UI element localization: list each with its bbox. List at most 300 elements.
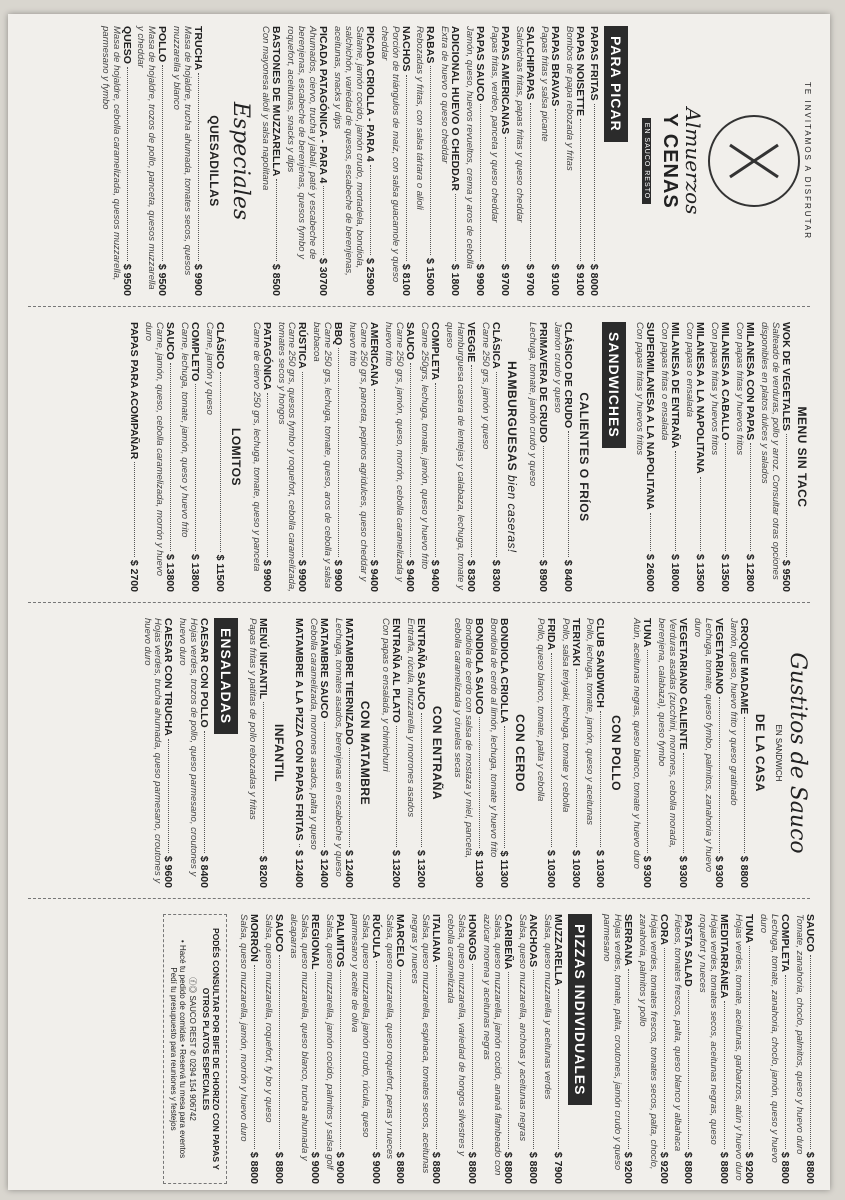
menu-item-price: $ 9400	[368, 559, 381, 592]
menu-item	[128, 322, 140, 592]
menu-item-description: Con mayonesa alioli y salsa napolitana	[260, 26, 272, 191]
menu-item-row	[804, 914, 816, 1184]
subsection-title: CON POLLO	[609, 715, 624, 791]
dot-leader	[396, 726, 397, 847]
menu-item	[246, 618, 269, 888]
menu-item	[793, 914, 816, 1184]
logo-emblem	[708, 115, 800, 207]
menu-item-name: ANCHOAS	[526, 914, 539, 968]
menu-item-description: Hamburguesa casera de lentejas y calabaza, lechuga, tomate y queso	[443, 322, 466, 590]
dot-leader	[299, 844, 300, 847]
dot-leader	[168, 739, 169, 853]
menu-item-price: $ 13800	[188, 554, 201, 592]
menu-item-description: Con papas fritas o ensalada	[659, 322, 671, 441]
menu-item-description: Porción de triángulos de maíz, con salsa guacamole y queso cheddar	[378, 26, 401, 283]
dot-leader	[504, 726, 505, 847]
menu-item-name: QUESO	[120, 26, 133, 64]
dot-leader	[576, 669, 577, 847]
menu-item-row	[192, 26, 204, 296]
menu-item-row	[682, 914, 694, 1184]
menu-item-price: $ 8100	[399, 263, 412, 296]
menu-item-price: $ 9000	[333, 1151, 346, 1184]
menu-item-row	[394, 914, 406, 1184]
dot-leader	[551, 653, 552, 847]
menu-item-name: ENTRAÑA AL PLATO	[390, 618, 403, 723]
menu-item-description: Rebozadas y fritas, con salsa tártara o alioli	[414, 26, 426, 210]
menu-item	[250, 322, 273, 592]
menu-item-row	[343, 618, 355, 888]
menu-item-list	[259, 26, 600, 296]
menu-item-row	[430, 914, 442, 1184]
menu-item-price: $ 11300	[472, 850, 485, 888]
dot-leader	[555, 109, 556, 261]
menu-item-price: $ 8300	[489, 559, 502, 592]
dot-leader	[198, 73, 199, 261]
menu-item-description: Carne, jamón y queso	[203, 322, 215, 415]
menu-item-row	[257, 618, 269, 888]
menu-item-price: $ 10300	[594, 850, 607, 888]
menu-item-row	[644, 322, 656, 592]
menu-item-name: CLÁSICO	[213, 322, 226, 370]
section-title: SANDWICHES	[602, 322, 626, 448]
dot-leader	[724, 1001, 725, 1148]
menu-item-name: SUPERMILANESA A LA NAPOLITANA	[644, 322, 657, 510]
menu-item-description: Salsa, queso muzzarella, roquefort, fy bo y queso	[262, 914, 274, 1123]
menu-item-list	[600, 914, 816, 1184]
menu-item-description: Ahumados, ciervo, trucha y jabalí, paté y escabeche de berenjenas, escabeche de berenjenas, quesos fymbo y roquefort, aceitunas, snacks y dips	[285, 26, 318, 260]
menu-item-name: ADICIONAL HUEVO O CHEDDAR	[449, 26, 462, 191]
dot-leader	[338, 348, 339, 557]
menu-item-description: Extra de huevo o queso cheddar	[439, 26, 451, 164]
menu-item-description: Entraña, rúcula, muzzarella y morrones asados	[404, 618, 416, 818]
menu-item-row	[594, 618, 606, 888]
social-icon: ⓕ◎	[188, 977, 198, 994]
menu-item-price: $ 9300	[713, 855, 726, 888]
dot-leader	[195, 384, 196, 551]
menu-item-row	[400, 26, 412, 296]
menu-item-name: TRUCHA	[192, 26, 205, 71]
menu-item-price: $ 30700	[316, 258, 329, 296]
menu-item-description: Carne 250 grs, jamón, queso, morrón, cebolla caramelizada y huevo frito	[383, 322, 406, 582]
dot-leader	[750, 443, 751, 551]
menu-item-price: $ 9000	[369, 1151, 382, 1184]
dot-leader	[455, 194, 456, 261]
menu-item-description: Lechuga, tomate, zanahoria, choclo, jamón, queso y huevo duro	[758, 914, 781, 1163]
menu-item-row	[677, 618, 689, 888]
menu-item-price: $ 26000	[644, 554, 657, 592]
menu-item	[538, 26, 561, 296]
menu-item	[600, 914, 634, 1184]
menu-item-description: Salsa, queso muzzarella, queso blanco, trucha ahumada y alcaparras	[287, 914, 310, 1161]
column-para-picar	[97, 26, 816, 296]
menu-item	[516, 914, 539, 1184]
menu-item-price: $ 8800	[466, 1151, 479, 1184]
menu-item-price: $ 11300	[497, 850, 510, 888]
hamburguesas-note: bien caseras!	[504, 474, 519, 553]
menu-item	[382, 322, 416, 592]
menu-item-description: Carne 250 grs, jamón y queso	[479, 322, 491, 450]
menu-item-list	[250, 322, 502, 592]
column-divider	[28, 602, 810, 603]
menu-item-name: RABAS	[424, 26, 437, 64]
menu-item-name: RÚCULA	[369, 914, 382, 959]
menu-item-row	[318, 618, 330, 888]
dot-leader	[650, 513, 651, 551]
menu-item-price: $ 13800	[163, 554, 176, 592]
menu-item-description: Con papas o ensalada	[684, 322, 696, 418]
menu-item-row	[296, 322, 308, 592]
menu-item	[99, 26, 133, 296]
phone-icon: ✆	[188, 1049, 198, 1057]
menu-item-name: TERIYAKI	[569, 618, 582, 667]
menu-item	[408, 914, 442, 1184]
dot-leader	[406, 75, 407, 261]
menu-item-description: Bombos de papa rebozada y fritas	[564, 26, 575, 171]
menu-item	[479, 322, 502, 592]
dot-leader	[744, 717, 745, 853]
menu-item-description: Con papas fritas y huevos fritos	[709, 322, 721, 456]
menu-item-price: $ 25900	[363, 258, 376, 296]
menu-item-row	[537, 322, 549, 592]
menu-item-description: Con papas o ensalada, y chimichurri	[380, 618, 392, 772]
menu-item	[348, 914, 382, 1184]
menu-item-name: MILANESA CON PAPAS	[744, 322, 757, 441]
menu-item-row	[449, 26, 461, 296]
dot-leader	[480, 104, 481, 260]
menu-item-name: BONDIOLA CRIOLLA	[497, 618, 510, 724]
menu-item-row	[370, 914, 382, 1184]
menu-item-description: Lechuga, tomate, jamón crudo y queso	[526, 322, 538, 487]
menu-item-row	[780, 322, 792, 592]
dot-leader	[374, 389, 375, 557]
menu-item-price: $ 9500	[156, 263, 169, 296]
dot-leader	[786, 434, 787, 557]
menu-item	[733, 322, 756, 592]
menu-item-name: AMERICANA	[368, 322, 381, 387]
menu-item-description: Pollo, queso blanco, tomate, palta y cebolla	[534, 618, 546, 802]
menu-item-price: $ 7900	[551, 1151, 564, 1184]
menu-item-name: PAPAS PARA ACOMPAÑAR	[128, 322, 141, 460]
menu-item	[176, 618, 210, 888]
menu-item-description: Salteado de verduras, pollo y arroz. Consultar otras opciones disponibles en platos dulces y salados	[759, 322, 781, 580]
menu-item-description: Papas fritas, verdeo, panceta y queso cheddar	[489, 26, 501, 223]
menu-item-name: MATAMBRE A LA PIZZA CON PAPAS FRITAS	[293, 618, 306, 841]
menu-item-price: $ 9300	[677, 855, 690, 888]
dot-leader	[594, 104, 595, 261]
menu-item-row	[641, 618, 653, 888]
menu-item	[683, 322, 706, 592]
menu-item-description: Con papas fritas y huevos fritos	[734, 322, 746, 456]
menu-item	[588, 26, 600, 296]
subsection-title: MENU SIN TACC	[795, 406, 809, 508]
menu-item	[691, 618, 725, 888]
menu-item-name: ENTRAÑA SAUCO	[414, 618, 427, 710]
menu-item-row	[502, 914, 514, 1184]
dot-leader	[430, 66, 431, 255]
subsection-title: CON MATAMBRE	[358, 700, 373, 806]
menu-item-price: $ 9200	[743, 1151, 756, 1184]
menu-item-row	[499, 26, 511, 296]
dot-leader	[324, 722, 325, 848]
menu-item-description: Carne 250grs, lechuga, tomate, jamón, queso y huevo frito	[418, 322, 430, 570]
menu-item-name: MUZZARELLA	[551, 914, 564, 986]
dot-leader	[664, 948, 665, 1149]
menu-item-name: POLLO	[156, 26, 169, 63]
menu-item-price: $ 8800	[394, 1151, 407, 1184]
menu-item-name: ITALIANA	[430, 914, 443, 963]
menu-item-row	[694, 322, 706, 592]
menu-item-name: SAUCO	[804, 914, 816, 952]
menu-item	[287, 914, 321, 1184]
menu-item	[237, 914, 260, 1184]
subsection-title: DE LA CASA	[753, 714, 767, 792]
subsection-title: CON CERDO	[512, 714, 527, 792]
menu-item-row	[744, 322, 756, 592]
dot-leader	[315, 972, 316, 1148]
menu-item-price: $ 13500	[719, 554, 732, 592]
dot-leader	[508, 972, 509, 1148]
dot-leader	[505, 137, 506, 261]
menu-item-row	[779, 914, 791, 1184]
menu-item-name: CLÁSICA	[489, 322, 502, 369]
menu-item-description: Carne, lechuga, tomate, jamón, queso y huevo frito	[178, 322, 190, 538]
menu-item-row	[332, 322, 344, 592]
menu-item	[346, 322, 380, 592]
dot-leader	[220, 372, 221, 551]
subsection-title: INFANTIL	[272, 724, 287, 782]
menu-item-name: PAPAS NOISETTE	[574, 26, 586, 117]
menu-item-price: $ 8400	[198, 855, 211, 888]
menu-item-name: MATAMBRE TIERNIZADO	[343, 618, 356, 745]
footer-note-1: Hacé tu pedido de comidas	[178, 944, 188, 1042]
menu-item-description: Hojas verdes, tomate, palta, croutones, jamón crudo y queso parmesano	[600, 914, 623, 1171]
menu-item-row	[198, 618, 210, 888]
menu-item-row	[473, 618, 485, 888]
fork-knife-icon	[726, 137, 782, 185]
menu-item-description: Carne 250 grs, panceta, pepinos agridulces, queso cheddar y huevo frito	[347, 322, 370, 582]
menu-item-price: $ 9400	[404, 559, 417, 592]
menu-item-list	[246, 618, 269, 888]
menu-item-price: $ 8800	[526, 1151, 539, 1184]
menu-item	[178, 322, 201, 592]
menu-item-name: CLUB SANDWICH	[594, 618, 607, 708]
menu-item-description: Salsa, queso muzzarella, variedad de hongos silvestres y cebolla caramelizada	[445, 914, 468, 1156]
menu-item-description: Lechuga, tomate, queso fymbo, palmitos, zanahoria y huevo duro	[692, 618, 715, 873]
menu-item-row	[156, 26, 168, 296]
menu-item-description: Hojas verdes, trucha ahumada, queso parmesano, croutones y huevo duro	[141, 618, 164, 884]
menu-item-row	[121, 26, 133, 296]
menu-item-price: $ 10300	[569, 850, 582, 888]
menu-item-list	[634, 322, 792, 592]
menu-item-description: Salsa, queso muzzarella, anchoas y aceitunas negras	[516, 914, 528, 1142]
menu-item-list	[379, 618, 427, 888]
menu-item	[170, 26, 204, 296]
menu-item-description: Con papas fritas y huevos fritos	[634, 322, 646, 456]
menu-item-name: CAESAR CON TRUCHA	[162, 618, 175, 736]
menu-item-name: PAPAS SAUCO	[474, 26, 487, 102]
menu-item-name: SALCHIPAPAS	[524, 26, 537, 100]
menu-item-description: Jamón crudo y queso	[551, 322, 563, 413]
dot-leader	[349, 748, 350, 847]
menu-item-row	[474, 26, 486, 296]
dot-leader	[785, 975, 786, 1149]
menu-item	[444, 914, 478, 1184]
menu-item	[757, 914, 791, 1184]
phone-number: 0294 154 906742	[188, 1058, 198, 1121]
menu-item	[275, 322, 309, 592]
menu-item-price: $ 8800	[682, 1151, 695, 1184]
footer-note-3: Pedí tu presupuesto para reuniones y festejos	[169, 967, 179, 1131]
menu-item-row	[658, 914, 670, 1184]
menu-item-price: $ 13500	[694, 554, 707, 592]
menu-item-price: $ 8400	[561, 559, 574, 592]
menu-item-name: COMPLETO	[188, 322, 201, 382]
dot-leader	[683, 753, 684, 853]
menu-item-name: PALMITOS	[333, 914, 346, 968]
menu-item-price: $ 15000	[424, 258, 437, 296]
dot-leader	[340, 970, 341, 1149]
menu-item-price: $ 8800	[502, 1151, 515, 1184]
menu-item	[696, 914, 730, 1184]
menu-item-list	[451, 618, 510, 888]
menu-item-row	[309, 914, 321, 1184]
menu-item-name: MATAMBRE SAUCO	[318, 618, 331, 719]
menu-item-price: $ 9900	[474, 263, 487, 296]
menu-item-price: $ 9900	[332, 559, 345, 592]
menu-landscape	[8, 14, 830, 1190]
menu-item-price: $ 9300	[641, 855, 654, 888]
menu-item-description: Salsa, queso muzzarella, espinaca, tomates secos, aceitunas negras y nueces	[409, 914, 432, 1174]
menu-item-list	[526, 322, 574, 592]
logo-name-script: Almuerzos	[681, 107, 705, 215]
menu-item	[463, 26, 486, 296]
menu-item-name: CAESAR CON POLLO	[198, 618, 211, 728]
menu-item-price: $ 9400	[428, 559, 441, 592]
logo-name-bold: Y CENAS	[659, 113, 681, 209]
menu-item-name: MENÚ INFANTIL	[257, 618, 270, 700]
menu-item-name: RÚSTICA	[296, 322, 309, 369]
menu-item-price: $ 12800	[744, 554, 757, 592]
section-title: Gustitos de Sauco	[785, 652, 810, 854]
menu-item-row	[248, 914, 260, 1184]
menu-item	[634, 322, 657, 592]
menu-item-price: $ 9100	[549, 263, 562, 296]
menu-item-description: Hojas verdes, tomates secos, aceitunas negras, queso roquefort y nueces	[697, 914, 720, 1145]
menu-item-description: Carne de ciervo 250 grs, lechuga, tomate, queso y panceta	[250, 322, 262, 572]
menu-item-price: $ 9900	[192, 263, 205, 296]
dot-leader	[719, 697, 720, 853]
menu-item-price: $ 11500	[213, 554, 226, 592]
menu-item-list	[237, 914, 564, 1184]
menu-item-description: Carne, jamón, queso, cebolla caramelizada, morrón y huevo duro	[142, 322, 165, 576]
menu-item	[384, 914, 407, 1184]
menu-item-name: MEDITARRÁNEA	[718, 914, 731, 999]
dot-leader	[267, 393, 268, 557]
menu-item-price: $ 9100	[574, 263, 586, 296]
menu-item-price: $ 8800	[718, 1151, 731, 1184]
menu-item-row	[622, 914, 634, 1184]
menu-item-description: Cebolla caramelizada, morrones asados, palta y queso	[308, 618, 320, 850]
menu-item-price: $ 8800	[804, 1151, 816, 1184]
menu-item-name: BONDIOLA SAUCO	[472, 618, 485, 715]
menu-item-row	[524, 26, 536, 296]
menu-item-description: Verduras asadas (zucchini, morrones, cebolla morada, berenjena, calabaza), queso fymbo	[656, 618, 679, 848]
menu-item-name: CLÁSICO DE CRUDO	[561, 322, 574, 429]
menu-item	[708, 322, 731, 592]
menu-item-list	[128, 322, 226, 592]
menu-item-row	[570, 618, 582, 888]
menu-item-description: Bondiola de cerdo con salsa de mostaza y miel, panceta, cebolla caramelizada y ciruelas secas	[451, 618, 474, 859]
menu-item-row	[490, 322, 502, 592]
section-title: Especiales	[228, 101, 254, 221]
logo	[640, 26, 812, 296]
menu-item-row	[574, 26, 586, 296]
menu-item	[307, 618, 330, 888]
dot-leader	[279, 955, 280, 1149]
dot-leader	[400, 970, 401, 1149]
menu-item-row	[527, 914, 539, 1184]
section-title: ENSALADAS	[214, 618, 238, 734]
menu-item-name: MILANESA A CABALLO	[719, 322, 732, 441]
dot-leader	[700, 477, 701, 551]
menu-item	[332, 618, 355, 888]
footer-note-2: Reservá tu mesa para eventos	[178, 1049, 188, 1159]
menu-item-list	[99, 26, 205, 296]
menu-item-row	[545, 618, 557, 888]
menu-item-row	[261, 322, 273, 592]
dot-leader	[323, 186, 324, 255]
dot-leader	[543, 446, 544, 557]
dot-leader	[479, 717, 480, 847]
menu-item-row	[334, 914, 346, 1184]
menu-item	[559, 618, 582, 888]
menu-item	[563, 26, 586, 296]
menu-item-description: Salsa, queso muzzarella, jamón cocido, palmitos y salsa golf	[323, 914, 335, 1170]
menu-item-row	[718, 914, 730, 1184]
dot-leader	[647, 650, 648, 853]
dot-leader	[370, 165, 371, 255]
footer-note: • Hacé tu pedido de comidas • Reservá tu mesa para eventos	[178, 939, 188, 1159]
menu-item-description: Salsa, queso muzzarella, queso roquefort, peras y nueces	[384, 914, 396, 1160]
dot-leader	[530, 103, 531, 261]
column-gustitos	[139, 618, 816, 888]
menu-item-list	[534, 618, 607, 888]
menu-item	[541, 914, 564, 1184]
menu-item-description: Jamón, queso, huevos revueltos, crema y aros de cebolla	[464, 26, 476, 269]
menu-item	[331, 26, 376, 296]
dot-leader	[254, 965, 255, 1149]
subsection-title: QUESADILLAS	[207, 115, 222, 207]
menu-item-name: COMPLETA	[779, 914, 792, 973]
menu-item-price: $ 2700	[128, 559, 141, 592]
dot-leader	[134, 462, 135, 557]
menu-item	[488, 26, 511, 296]
menu-item-price: $ 12400	[343, 850, 356, 888]
menu-item-row	[552, 914, 564, 1184]
menu-item	[451, 618, 485, 888]
menu-item-price: $ 8800	[248, 1151, 261, 1184]
menu-item-description: Tomate, zanahoria, choclo, palmitos, queso y huevo duro	[794, 914, 805, 1155]
menu-item	[758, 322, 792, 592]
menu-item-price: $ 9700	[499, 263, 512, 296]
menu-item-name: SAUCO	[272, 914, 285, 952]
menu-item-name: MARCELO	[394, 914, 407, 968]
menu-item-description: Hojas verdes, trozos de pollo, queso parmesano, croutones y huevo duro	[177, 618, 200, 877]
dot-leader	[749, 946, 750, 1149]
menu-item-name: TUNA	[743, 914, 756, 944]
menu-item-price: $ 12400	[318, 850, 331, 888]
menu-item-price: $ 9900	[260, 559, 273, 592]
